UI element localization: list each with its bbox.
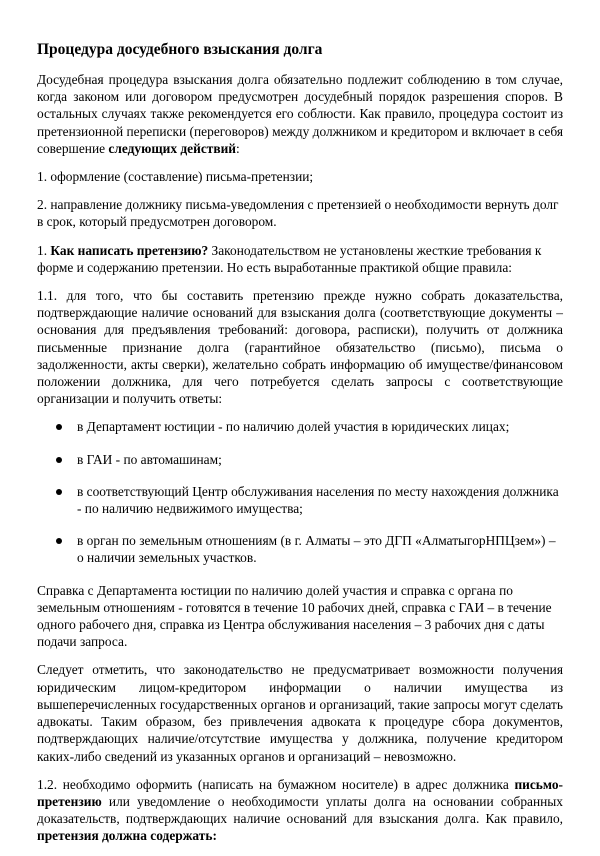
step-1: 1. оформление (составление) письма-претензии;: [37, 169, 314, 185]
question-number: 1.: [37, 242, 51, 258]
list-item-text: в орган по земельным отношениям (в г. Алматы – это ДГП «АлматыгорНПЦзем») – о наличии земельных участков.: [77, 533, 556, 566]
list-item: [37, 483, 563, 517]
bullet-icon: [56, 424, 62, 430]
list-item: [37, 418, 563, 435]
intro-bold: следующих действий: [108, 140, 237, 156]
intro-paragraph: [37, 71, 563, 157]
bullet-icon: [56, 489, 62, 495]
bullet-icon: [56, 538, 62, 544]
paragraph-1-2: [37, 776, 563, 845]
list-item-text: в соответствующий Центр обслуживания населения по месту нахождения должника - по наличию недвижимого имущества;: [77, 483, 559, 517]
p12-text-b: или уведомление о необходимости уплаты долга на основании собранных доказательств, подтверждающих наличие оснований для взыскания долга. Как правило,: [37, 793, 563, 827]
question-text: Законодательством не установлены жесткие требования к форме и содержанию претензии. Но есть выработанные практикой общие правила:: [37, 242, 542, 275]
paragraph-1-1: 1.1. для того, что бы составить претензию прежде нужно собрать доказательства, подтверждающие наличие оснований для взыскания долга (соответствующие документы – основания для предъявления требований: договора, расписки), получить от должника письменные признание долга (гарантийное обязательство (письмо), письма о задолженности, акты сверки), желательно собрать информацию об имуществе/финансовом положении должника, для чего потребуется сделать запросы с соответствующие организации и получить ответы:: [37, 288, 563, 407]
intro-end: :: [236, 140, 240, 156]
p12-text-a: 1.2. необходимо оформить (написать на бумажном носителе) в адрес должника: [37, 776, 515, 792]
note-paragraph: Следует отметить, что законодательство не предусматривает возможности получения юридическим лицом-кредитором информации о наличии имущества из вышеперечисленных государственных органов и организаций, такие запросы могут сделать адвокаты. Таким образом, без привлечения адвоката к процедуре сбора документов, подтверждающих наличие/отсутствие имущества у должника, получение кредитором каких-либо сведений из указанных органов и организаций – невозможно.: [37, 662, 563, 764]
p12-bold-1: письмо-претензию: [37, 776, 563, 809]
list-item-text: в ГАИ - по автомашинам;: [77, 451, 222, 467]
step-2: 2. направление должнику письма-уведомления с претензией о необходимости вернуть долг в срок, который предусмотрен договором.: [37, 197, 559, 230]
question-paragraph: [37, 242, 563, 276]
question-bold: Как написать претензию?: [50, 242, 209, 258]
page-title: Процедура досудебного взыскания долга: [37, 41, 323, 58]
p12-bold-2: претензия должна содержать:: [37, 828, 217, 844]
list-item-text: в Департамент юстиции - по наличию долей участия в юридических лицах;: [77, 419, 510, 435]
intro-text: Досудебная процедура взыскания долга обязательно подлежит соблюдению в том случае, когда законом или договором предусмотрен досудебный порядок разрешения споров. В остальных случаях также рекомендуется его соблюсти. Как правило, процедура состоит из претензионной переписки (переговоров) между должником и кредитором и включает в себя совершение: [37, 72, 563, 156]
document-page: [37, 40, 563, 856]
list-item: [37, 451, 563, 468]
reference-paragraph: Справка с Департамента юстиции по наличию долей участия и справка с органа по земельным отношениям - готовятся в течение 10 рабочих дней, справка с ГАИ – в течение одного рабочего дня, справка из Центра обслуживания населения – 3 рабочих дня с даты подачи запроса.: [37, 582, 552, 650]
list-item: [37, 532, 563, 566]
bullet-icon: [56, 457, 62, 463]
bullet-list: [37, 418, 563, 566]
